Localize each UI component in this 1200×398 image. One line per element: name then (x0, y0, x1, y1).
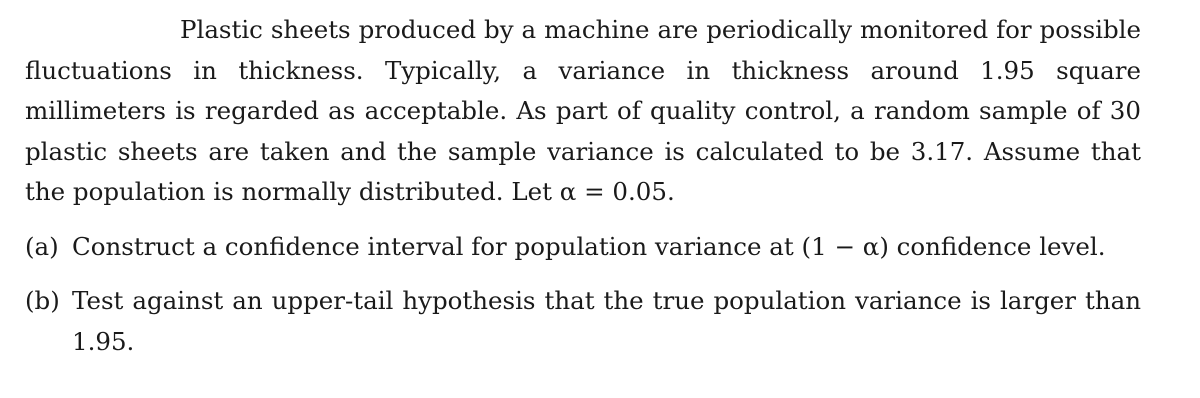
part-b-marker: (b) (25, 286, 60, 315)
part-a-marker: (a) (25, 231, 59, 261)
problem-intro-paragraph: Plastic sheets produced by a machine are periodically monitored for possible fluctuations in thickness. Typically, a variance in thickness around 1.95 square millimeters is regarded as acceptable. As part of quality control, a random sample of 30 plastic sheets are taken and the sample variance is calculated to be 3.17. Assume that the population is normally distributed. Let α = 0.05. (25, 15, 1141, 206)
part-b-text: Test against an upper-tail hypothesis that the true population variance is larger than 1.95. (72, 286, 1141, 356)
part-a-text: Construct a confidence interval for population variance at (1 − α) confidence level. (72, 231, 1106, 261)
problem-document (25, 10, 1141, 362)
part-a-item (25, 227, 1141, 268)
part-b-item (25, 281, 1141, 362)
